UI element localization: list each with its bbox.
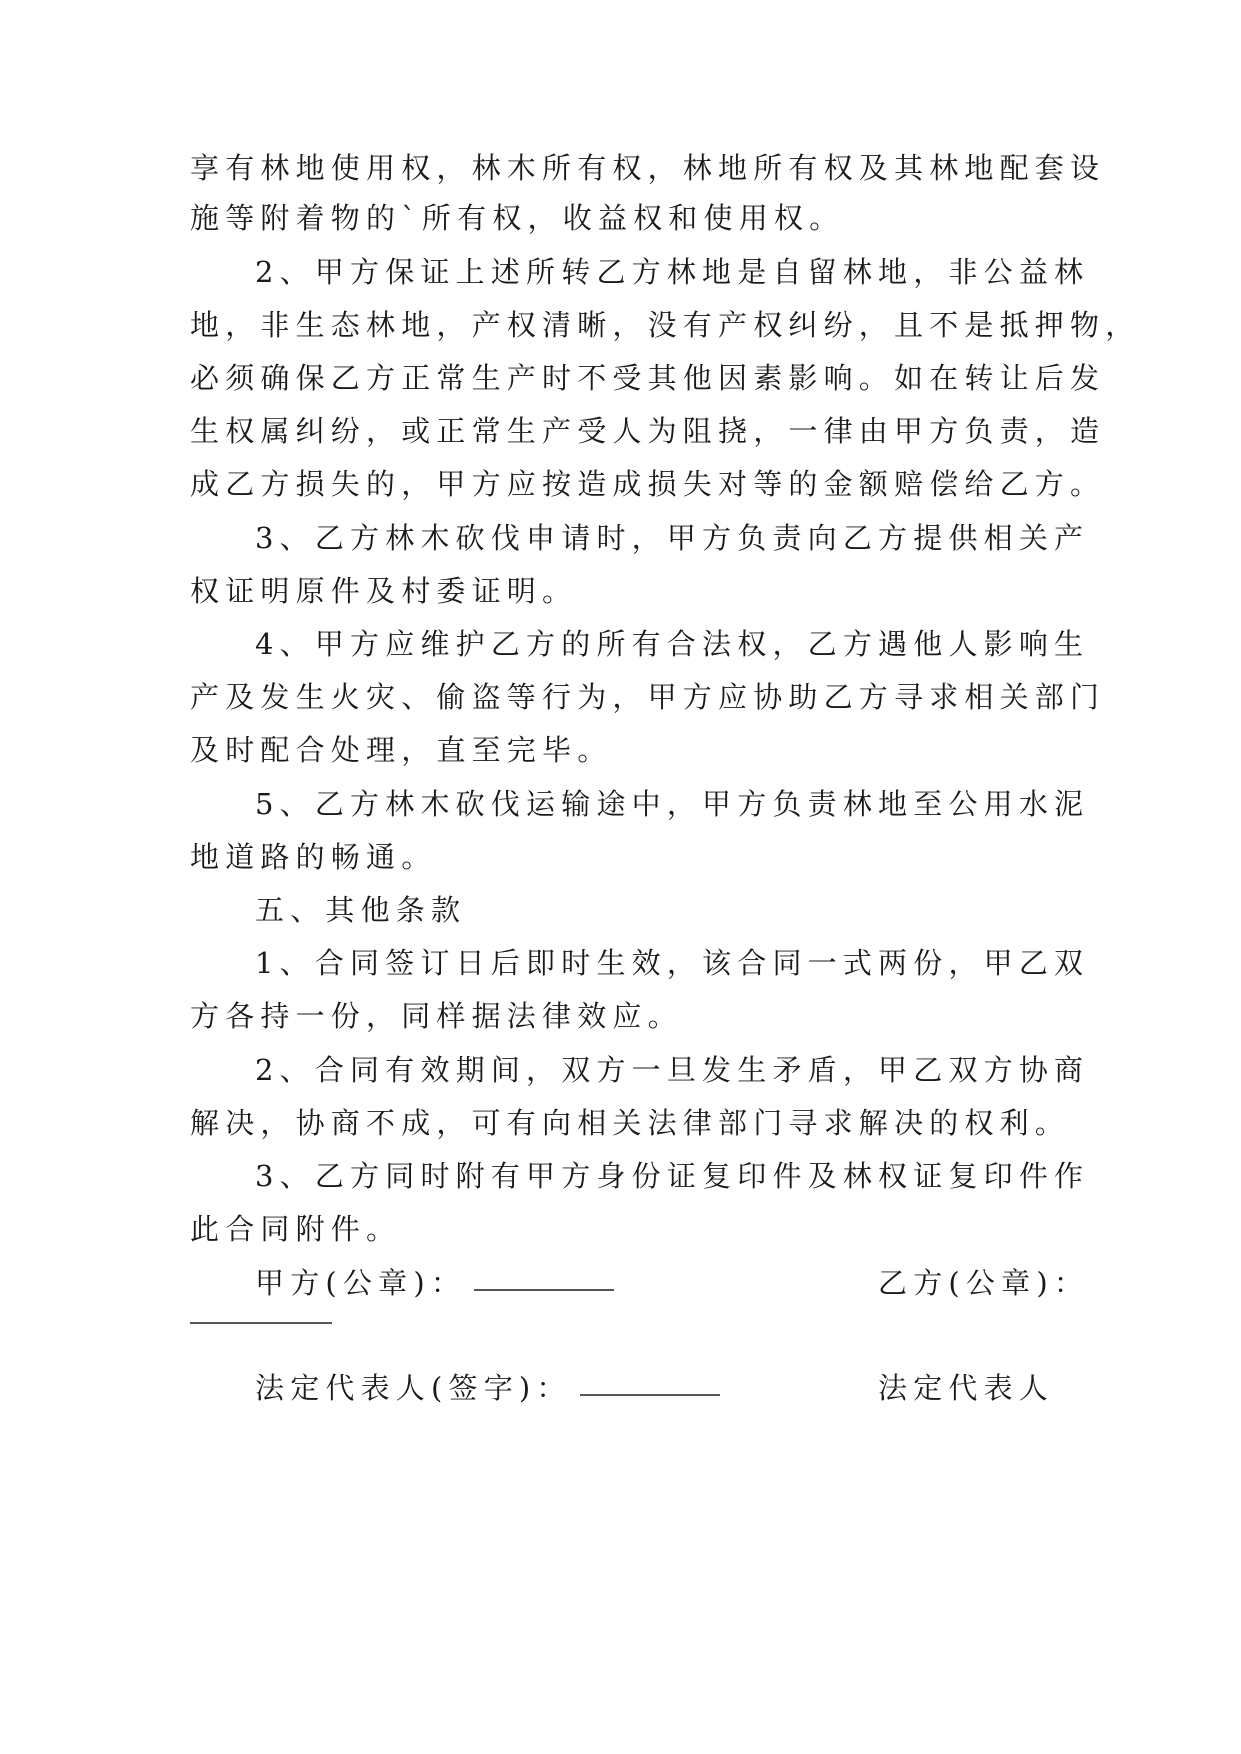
text-line: 方各持一份，同样据法律效应。: [190, 999, 683, 1033]
text-line: 及时配合处理，直至完毕。: [190, 733, 613, 767]
party-a-rep-line: [255, 1368, 720, 1408]
text-line: 必须确保乙方正常生产时不受其他因素影响。如在转让后发: [190, 361, 1106, 395]
party-a-seal-line: [255, 1263, 614, 1303]
text-line: 成乙方损失的，甲方应按造成损失对等的金额赔偿给乙方。: [190, 467, 1106, 501]
text-line: 1、合同签订日后即时生效，该合同一式两份，甲乙双: [255, 946, 1090, 980]
text-line: 地，非生态林地，产权清晰，没有产权纠纷，且不是抵押物，: [190, 308, 1141, 342]
text-line: 2、甲方保证上述所转乙方林地是自留林地，非公益林: [255, 255, 1090, 289]
text-line: 享有林地使用权，林木所有权，林地所有权及其林地配套设: [190, 151, 1106, 185]
text-line: 施等附着物的`所有权，收益权和使用权。: [190, 201, 845, 235]
text-line: 3、乙方林木砍伐申请时，甲方负责向乙方提供相关产: [255, 521, 1090, 555]
text-line: 5、乙方林木砍伐运输途中，甲方负责林地至公用水泥: [255, 787, 1090, 821]
text-line: 生权属纠纷，或正常生产受人为阻挠，一律由甲方负责，造: [190, 414, 1106, 448]
party-a-seal-label: 甲方(公章)：: [255, 1266, 467, 1300]
text-line: 2、合同有效期间，双方一旦发生矛盾，甲乙双方协商: [255, 1053, 1090, 1087]
text-line: 产及发生火灾、偷盗等行为，甲方应协助乙方寻求相关部门: [190, 680, 1106, 714]
section-heading: 五、其他条款: [255, 893, 467, 927]
party-b-rep-label: 法定代表人: [878, 1371, 1055, 1405]
text-line: 3、乙方同时附有甲方身份证复印件及林权证复印件作: [255, 1159, 1090, 1193]
party-b-seal-label: 乙方(公章)：: [878, 1266, 1090, 1300]
party-a-seal-blank: [474, 1289, 614, 1291]
party-b-seal-blank: [190, 1322, 332, 1324]
party-a-rep-blank: [580, 1394, 720, 1396]
text-line: 解决，协商不成，可有向相关法律部门寻求解决的权利。: [190, 1106, 1071, 1140]
text-line: 权证明原件及村委证明。: [190, 574, 578, 608]
text-line: 此合同附件。: [190, 1212, 402, 1246]
text-line: 4、甲方应维护乙方的所有合法权，乙方遇他人影响生: [255, 627, 1090, 661]
party-a-rep-label: 法定代表人(签字)：: [255, 1371, 572, 1405]
text-line: 地道路的畅通。: [190, 840, 437, 874]
